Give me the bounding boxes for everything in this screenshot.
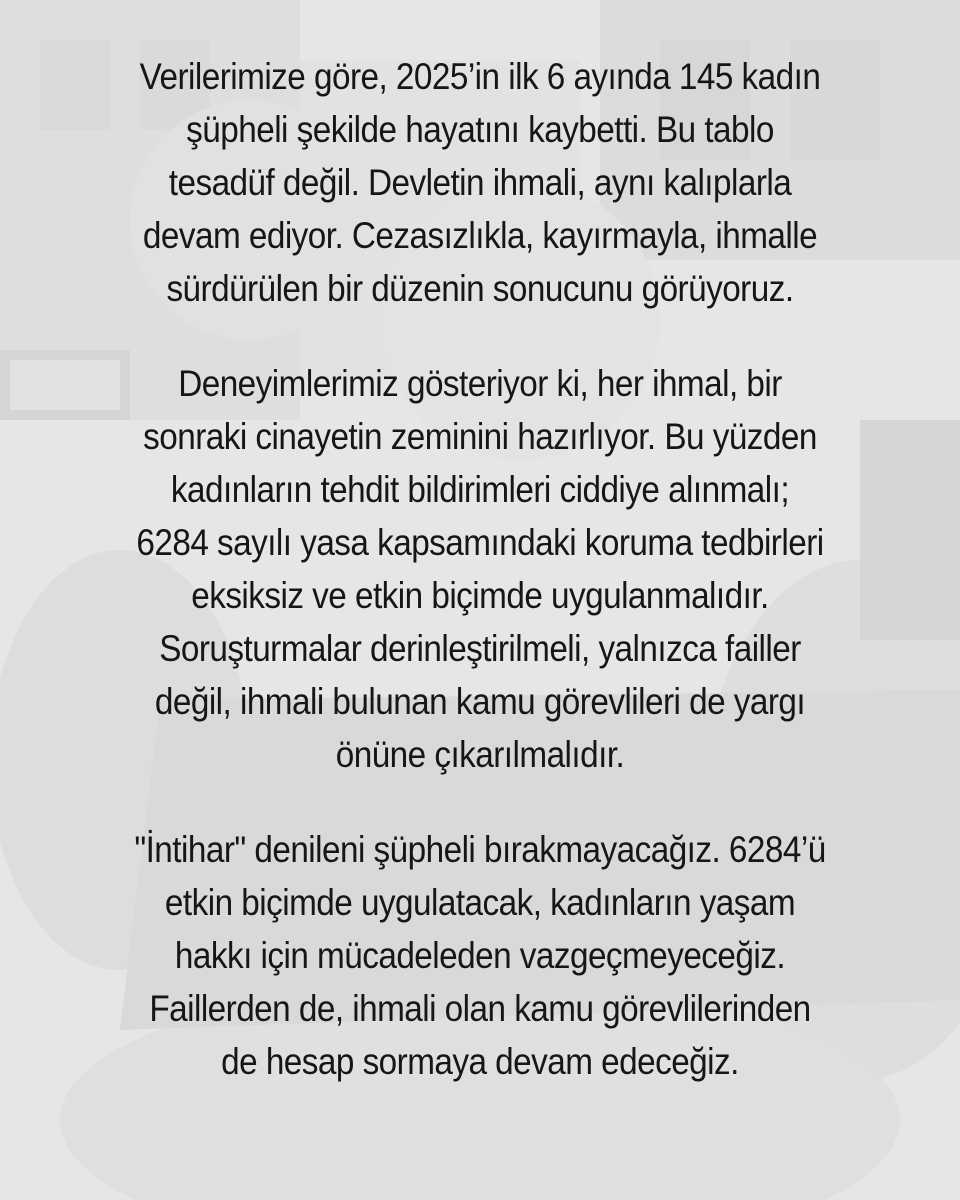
text-line: Soruşturmalar derinleştirilmeli, yalnızca failler: [159, 628, 801, 669]
text-line: tesadüf değil. Devletin ihmali, aynı kalıplarla: [168, 162, 792, 203]
statement-text: [40, 50, 920, 1130]
text-line: Deneyimlerimiz gösteriyor ki, her ihmal, bir: [178, 363, 782, 404]
text-line: sonraki cinayetin zeminini hazırlıyor. Bu yüzden: [143, 416, 817, 457]
text-line: devam ediyor. Cezasızlıkla, kayırmayla, ihmalle: [142, 215, 818, 256]
paragraph-2: [40, 357, 920, 781]
text-line: önüne çıkarılmalıdır.: [335, 734, 625, 775]
text-line: değil, ihmali bulunan kamu görevlileri de yargı: [154, 681, 806, 722]
text-line: şüpheli şekilde hayatını kaybetti. Bu tablo: [186, 109, 774, 150]
paragraph-1: [40, 50, 920, 315]
text-line: de hesap sormaya devam edeceğiz.: [221, 1041, 739, 1082]
text-line: etkin biçimde uygulatacak, kadınların yaşam: [164, 882, 796, 923]
text-line: hakkı için mücadeleden vazgeçmeyeceğiz.: [174, 935, 786, 976]
paragraph-3: [40, 823, 920, 1088]
text-line: 6284 sayılı yasa kapsamındaki koruma tedbirleri: [136, 522, 824, 563]
text-line: sürdürülen bir düzenin sonucunu görüyoruz.: [166, 268, 794, 309]
text-line: eksiksiz ve etkin biçimde uygulanmalıdır.: [191, 575, 769, 616]
text-line: Verilerimize göre, 2025’in ilk 6 ayında 145 kadın: [139, 56, 821, 97]
text-line: Faillerden de, ihmali olan kamu görevlilerinden: [149, 988, 811, 1029]
text-line: kadınların tehdit bildirimleri ciddiye alınmalı;: [170, 469, 790, 510]
text-line: "İntihar" denileni şüpheli bırakmayacağız. 6284’ü: [134, 829, 826, 870]
